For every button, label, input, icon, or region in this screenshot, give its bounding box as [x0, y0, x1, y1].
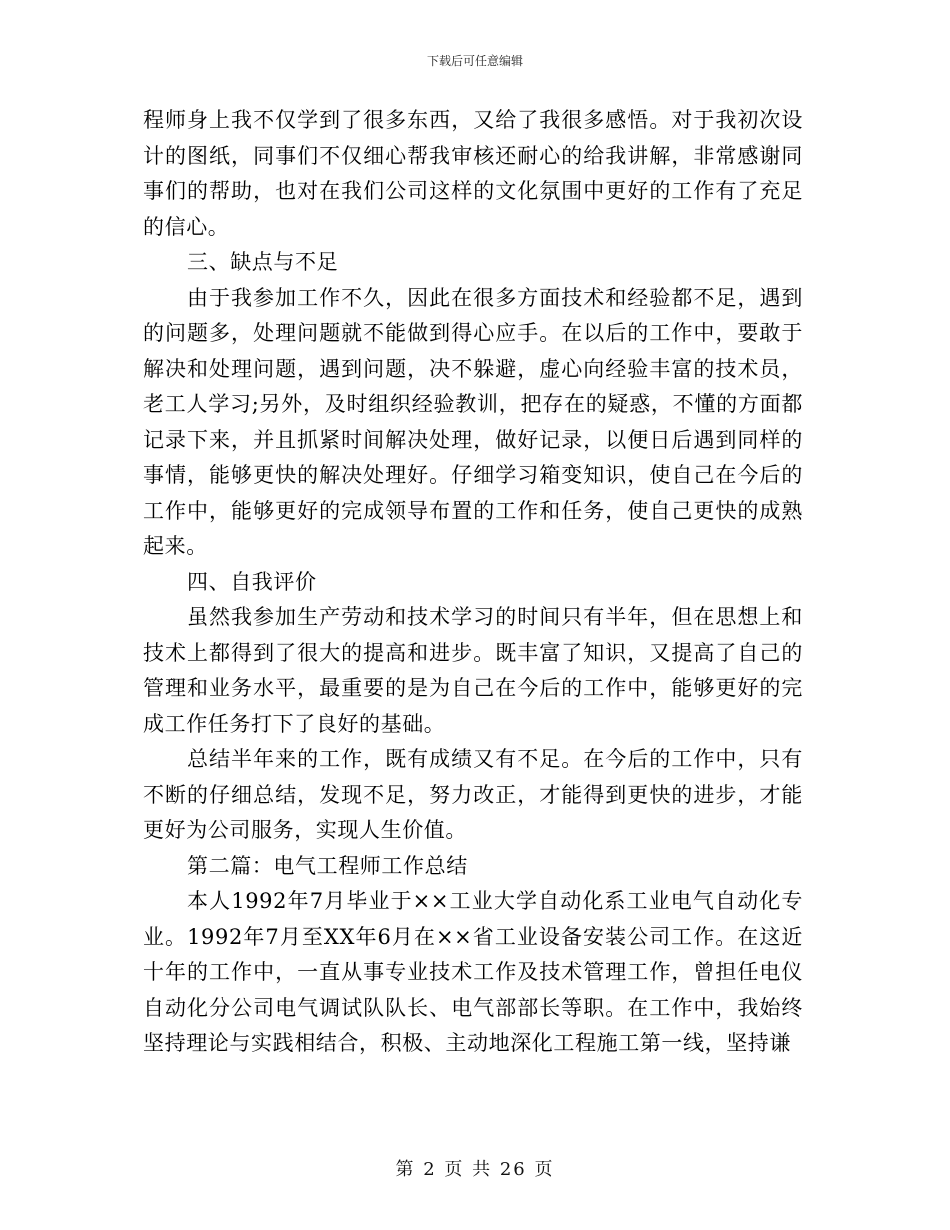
- paragraph-weaknesses: 由于我参加工作不久，因此在很多方面技术和经验都不足，遇到的问题多，处理问题就不能做到得心应手。在以后的工作中，要敢于解决和处理问题，遇到问题，决不躲避，虚心向经验丰富的技术员，老工人学习;另外，及时组织经验教训，把存在的疑惑，不懂的方面都记录下来，并且抓紧时间解决处理，做好记录，以便日后遇到同样的事情，能够更快的解决处理好。仔细学习箱变知识，使自己在今后的工作中，能够更好的完成领导布置的工作和任务，使自己更快的成熟起来。: [143, 285, 803, 558]
- page-header: 下载后可任意编辑: [426, 54, 523, 68]
- chapter-heading-second: 第二篇：电气工程师工作总结: [187, 853, 468, 878]
- document-body: [143, 103, 803, 1062]
- paragraph-continuation: 程师身上我不仅学到了很多东西，又给了我很多感悟。对于我初次设计的图纸，同事们不仅细心帮我审核还耐心的给我讲解，非常感谢同事们的帮助，也对在我们公司这样的文化氛围中更好的工作有了充足的信心。: [143, 108, 803, 239]
- page-number-footer: 第 2 页 共 26 页: [395, 1159, 555, 1180]
- paragraph-summary: 总结半年来的工作，既有成绩又有不足。在今后的工作中，只有不断的仔细总结，发现不足，努力改正，才能得到更快的进步，才能更好为公司服务，实现人生价值。: [143, 747, 803, 842]
- paragraph-self-evaluation: 虽然我参加生产劳动和技术学习的时间只有半年，但在思想上和技术上都得到了很大的提高和进步。既丰富了知识，又提高了自己的管理和业务水平，最重要的是为自己在今后的工作中，能够更好的完成工作任务打下了良好的基础。: [143, 605, 803, 736]
- section-heading-weaknesses: 三、缺点与不足: [187, 250, 339, 274]
- section-heading-self-evaluation: 四、自我评价: [187, 569, 317, 594]
- paragraph-second-chapter-intro: 本人1992年7月毕业于××工业大学自动化系工业电气自动化专业。1992年7月至XX年6月在××省工业设备安装公司工作。在这近十年的工作中，一直从事专业技术工作及技术管理工作，曾担任电仪自动化分公司电气调试队队长、电气部部长等职。在工作中，我始终坚持理论与实践相结合，积极、主动地深化工程施工第一线，坚持谦: [143, 889, 803, 1055]
